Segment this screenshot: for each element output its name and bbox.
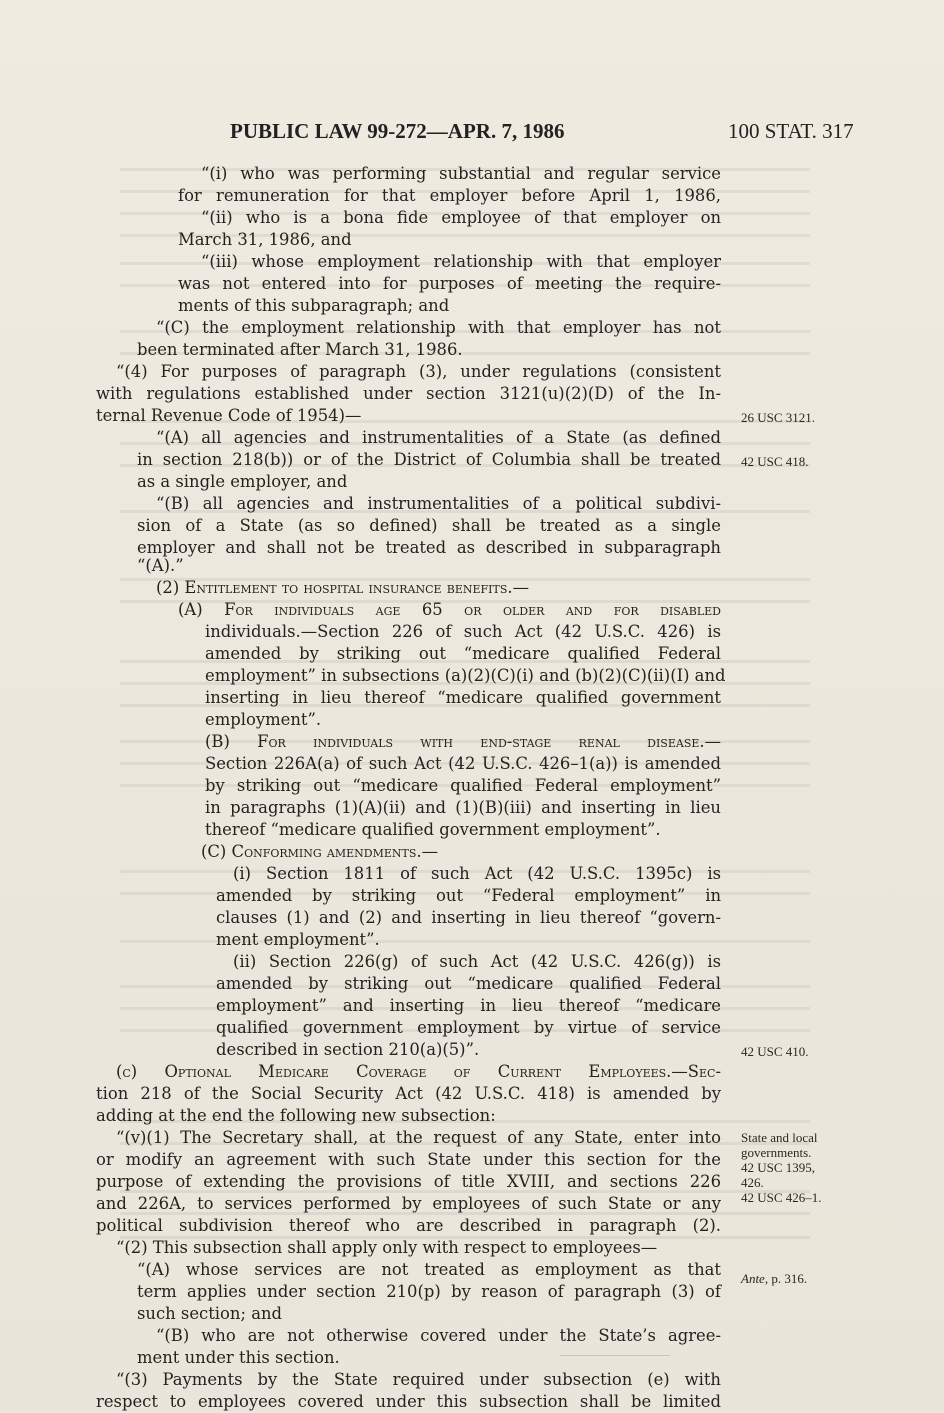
text-line: ments of this subparagraph; and (178, 296, 450, 315)
text-line: “(A) all agencies and instrumentalities of a State (as defined (156, 428, 721, 447)
text-line: for remuneration for that employer before April 1, 1986, (178, 186, 721, 205)
margin-note-state-local: governments. (741, 1145, 812, 1160)
text-line: March 31, 1986, and (178, 230, 352, 249)
running-header-title: PUBLIC LAW 99-272—APR. 7, 1986 (230, 119, 565, 143)
text-line: with regulations established under section 3121(u)(2)(D) of the In- (96, 384, 721, 403)
text-line: purpose of extending the provisions of title XVIII, and sections 226 (96, 1172, 721, 1191)
text-line: qualified government employment by virtue of service (216, 1018, 721, 1037)
text-line: tion 218 of the Social Security Act (42 U.S.C. 418) is amended by (96, 1084, 721, 1103)
text-line: “(B) who are not otherwise covered under the State’s agree- (156, 1326, 721, 1345)
margin-note-ante-page: p. 316. (771, 1271, 808, 1286)
text-line: ment employment”. (216, 930, 380, 949)
faint-rule (560, 1355, 670, 1356)
text-line: “(i) who was performing substantial and regular service (201, 164, 721, 183)
text-line: “(A) whose services are not treated as employment as that (137, 1260, 721, 1279)
running-header-page-number: 100 STAT. 317 (728, 119, 854, 143)
text-line: as a single employer, and (137, 472, 348, 491)
margin-note-state-local: 426. (741, 1175, 764, 1190)
text-line: employment” in subsections (a)(2)(C)(i) and (b)(2)(C)(ii)(I) and (205, 666, 726, 685)
text-line: “(4) For purposes of paragraph (3), under regulations (consistent (116, 362, 721, 381)
text-line: in section 218(b)) or of the District of Columbia shall be treated (137, 450, 721, 469)
text-line: sion of a State (as so defined) shall be treated as a single (137, 516, 721, 535)
margin-note-ante (741, 1271, 807, 1286)
text-line: ternal Revenue Code of 1954)— (96, 406, 362, 425)
margin-note-state-local: State and local (741, 1130, 818, 1145)
text-line: and 226A, to services performed by employees of such State or any (96, 1194, 721, 1213)
text-line: “(C) the employment relationship with that employer has not (156, 318, 721, 337)
text-line: ment under this section. (137, 1348, 340, 1367)
text-line: “(3) Payments by the State required under subsection (e) with (116, 1370, 721, 1389)
text-line: employment”. (205, 710, 322, 729)
section-heading: (2) Entitlement to hospital insurance benefits.— (156, 578, 529, 597)
margin-note-ante-italic: Ante, (741, 1271, 769, 1286)
text-line: “(B) all agencies and instrumentalities of a political subdivi- (156, 494, 721, 513)
text-line: Section 226A(a) of such Act (42 U.S.C. 426–1(a)) is amended (205, 754, 721, 773)
text-line: been terminated after March 31, 1986. (137, 340, 463, 359)
text-line: term applies under section 210(p) by reason of paragraph (3) of (137, 1282, 721, 1301)
text-line: respect to employees covered under this subsection shall be limited (96, 1392, 721, 1411)
margin-note-usc-418: 42 USC 418. (741, 454, 809, 469)
text-line: or modify an agreement with such State under this section for the (96, 1150, 721, 1169)
text-line: amended by striking out “Federal employment” in (216, 886, 721, 905)
text-line: (ii) Section 226(g) of such Act (42 U.S.C. 426(g)) is (233, 952, 721, 971)
text-line: such section; and (137, 1304, 283, 1323)
text-line: “(2) This subsection shall apply only with respect to employees— (116, 1238, 658, 1257)
section-heading: (A) For individuals age 65 or older and for disabled (178, 600, 721, 619)
text-line: in paragraphs (1)(A)(ii) and (1)(B)(iii) and inserting in lieu (205, 798, 721, 817)
text-line: political subdivision thereof who are described in paragraph (2). (96, 1216, 721, 1235)
section-heading: (B) For individuals with end-stage renal disease.— (205, 732, 721, 751)
text-line: employment” and inserting in lieu thereof “medicare (216, 996, 721, 1015)
text-line: by striking out “medicare qualified Federal employment” (205, 776, 721, 795)
text-line: amended by striking out “medicare qualified Federal (205, 644, 721, 663)
margin-note-state-local: 42 USC 1395, (741, 1160, 816, 1175)
margin-note-usc-410: 42 USC 410. (741, 1044, 809, 1059)
text-line: inserting in lieu thereof “medicare qualified government (205, 688, 721, 707)
text-line: employer and shall not be treated as described in subparagraph (137, 538, 721, 557)
margin-note-usc-3121: 26 USC 3121. (741, 410, 816, 425)
section-heading: (c) Optional Medicare Coverage of Current Employees.—Sec- (116, 1062, 721, 1081)
text-line: individuals.—Section 226 of such Act (42 U.S.C. 426) is (205, 622, 721, 641)
text-line: “(A).” (137, 556, 184, 575)
text-line: thereof “medicare qualified government employment”. (205, 820, 661, 839)
section-heading: (C) Conforming amendments.— (201, 842, 438, 861)
text-line: (i) Section 1811 of such Act (42 U.S.C. 1395c) is (233, 864, 721, 883)
text-line: described in section 210(a)(5)”. (216, 1040, 480, 1059)
margin-note-state-local: 42 USC 426–1. (741, 1190, 822, 1205)
text-line: “(v)(1) The Secretary shall, at the request of any State, enter into (116, 1128, 721, 1147)
text-line: was not entered into for purposes of meeting the require- (178, 274, 721, 293)
text-line: clauses (1) and (2) and inserting in lieu thereof “govern- (216, 908, 721, 927)
text-line: “(iii) whose employment relationship with that employer (201, 252, 721, 271)
text-line: adding at the end the following new subsection: (96, 1106, 496, 1125)
text-line: amended by striking out “medicare qualified Federal (216, 974, 721, 993)
text-line: “(ii) who is a bona fide employee of that employer on (201, 208, 721, 227)
